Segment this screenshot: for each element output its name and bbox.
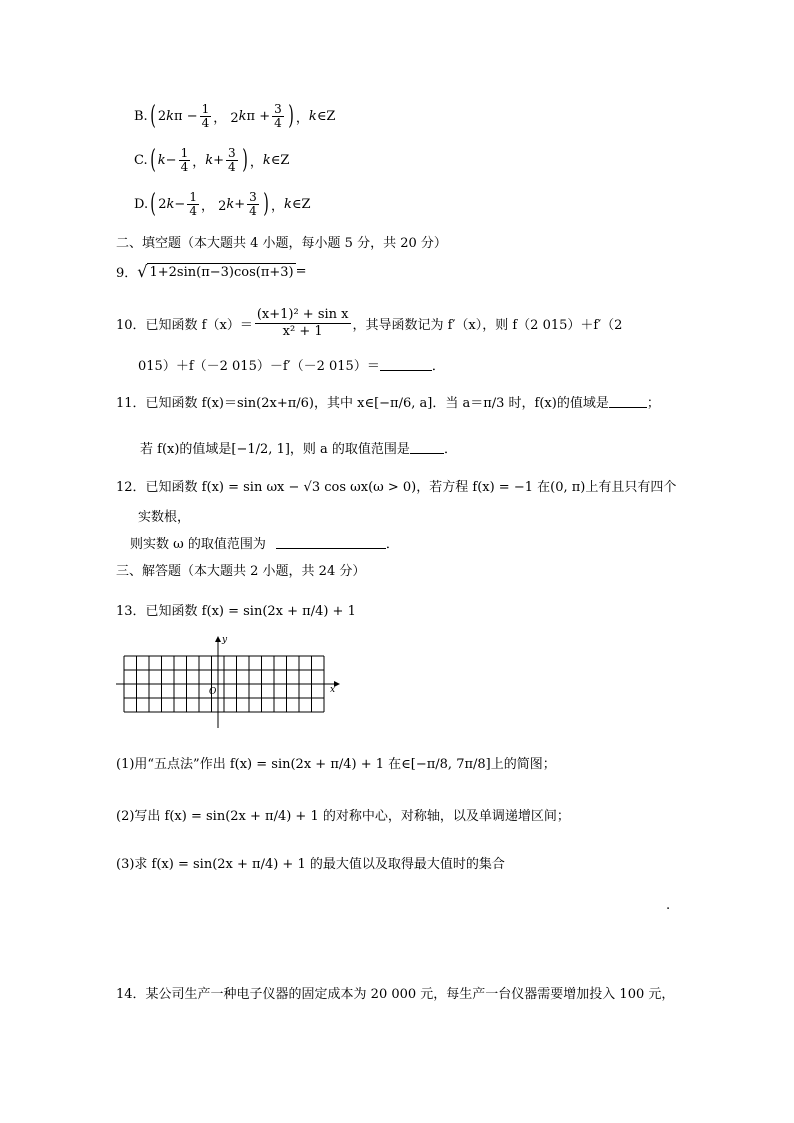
q13-part-1 [116,748,556,776]
q11-line2: 若 f(x)的值域是[−1/2, 1]，则 a 的取值范围是 [140,441,410,457]
q12-answer-blank[interactable] [276,536,386,549]
origin-label: O [209,687,217,697]
option-c-label: C. [134,152,148,168]
q11-line1-end: ； [646,395,660,411]
q12-line3-end: ． [385,536,399,552]
question-12-line-1 [116,474,676,496]
q9-radical: √ 1+2sin(π−3)cos(π+3) [137,261,294,281]
q10-prefix: 已知函数 f（x）＝ [145,317,253,333]
question-11-line-2 [140,432,457,462]
q10-number: 10． [116,317,146,333]
question-12-line-2 [138,505,190,525]
q11-answer-blank-1[interactable] [609,395,647,408]
q10-line1-tail: ，其导函数记为 f′（x），则 f（2 015）＋f′（2 [352,317,623,333]
q9-equals: = [295,263,307,279]
question-14 [116,982,674,1002]
q9-radicand: 1+2sin(π−3)cos(π+3) [149,264,294,280]
q10-numerator: (x+1)² + sin x [256,306,349,322]
question-10-line-2 [138,354,445,374]
q13-part-3-text: (3)求 f(x) = sin(2x + π/4) + 1 的最大值以及取得最大值时的集合 [116,856,505,872]
section-2-title-text: 二、填空题（本大题共 4 小题，每小题 5 分，共 20 分） [116,235,447,251]
q12-line1: 已知函数 f(x) = sin ωx − √3 cos ωx(ω > 0)，若方程 f(x) = −1 在(0, π)上有且只有四个 [145,479,677,495]
q10-line2-end: ． [431,358,445,374]
option-c-expr: ( k − $\frac{1}{4}$ ， k + $\frac{3}{4}$ ) ， k ∈Z [149,145,290,175]
q10-fraction [255,307,351,340]
q13-number: 13． [116,603,146,619]
q9-number: 9． [116,265,138,281]
coordinate-grid [112,632,352,732]
question-9 [116,260,307,282]
stray-mark [666,898,670,912]
q11-line2-end: ． [443,441,457,457]
question-10-line-1 [116,304,622,342]
section-2-title [116,232,447,250]
stray-mark-text: . [666,897,671,913]
q12-line3: 则实数 ω 的取值范围为 [130,536,266,552]
q10-answer-blank[interactable] [380,358,432,371]
option-d-expr: ( 2 k − $\frac{1}{4}$ ， 2 k + $\frac{3}{4}$ ) ， k ∈Z [150,189,311,219]
question-11-line-1 [116,386,660,416]
y-axis-arrow [215,636,221,642]
q11-line1: 已知函数 f(x)＝sin(2x+π/6)，其中 x∈[−π/6, a]．当 a＝π/3 时，f(x)的值域是 [145,395,609,411]
q13-part-1-text: (1)用“五点法”作出 f(x) = sin(2x + π/4) + 1 在∈[−π/8, 7π/8]上的简图； [116,756,556,772]
question-12-line-3 [130,532,399,552]
x-axis-label: x [330,685,336,695]
q10-denominator: x² + 1 [282,323,323,339]
q13-part-2-text: (2)写出 f(x) = sin(2x + π/4) + 1 的对称中心，对称轴，以及单调递增区间； [116,808,570,824]
option-d [134,188,311,220]
q10-line2: 015）＋f（－2 015）－f′（－2 015）＝ [138,358,380,374]
section-3-title-text: 三、解答题（本大题共 2 小题，共 24 分） [116,563,366,579]
question-13-stem [116,594,356,624]
q12-line2: 实数根， [138,509,191,525]
option-b-label: B. [134,108,148,124]
y-axis-label: y [222,635,228,645]
option-b-expr: ( 2 k π − $\frac{1}{4}$ ， 2 k π + $\frac{3}{4}$ ) ， k ∈Z [149,101,336,131]
q11-number: 11． [116,395,146,411]
section-3-title [116,560,365,578]
option-c [134,144,289,176]
q14-text: 14．某公司生产一种电子仪器的固定成本为 20 000 元，每生产一台仪器需要增加投入 100 元， [116,986,675,1002]
q13-part-3 [116,848,505,876]
q11-answer-blank-2[interactable] [410,441,444,454]
q13-part-2 [116,800,570,828]
q12-number: 12． [116,479,146,495]
q13-stem-text: 已知函数 f(x) = sin(2x + π/4) + 1 [145,603,356,619]
option-b [134,100,335,132]
option-d-label: D. [134,196,149,212]
